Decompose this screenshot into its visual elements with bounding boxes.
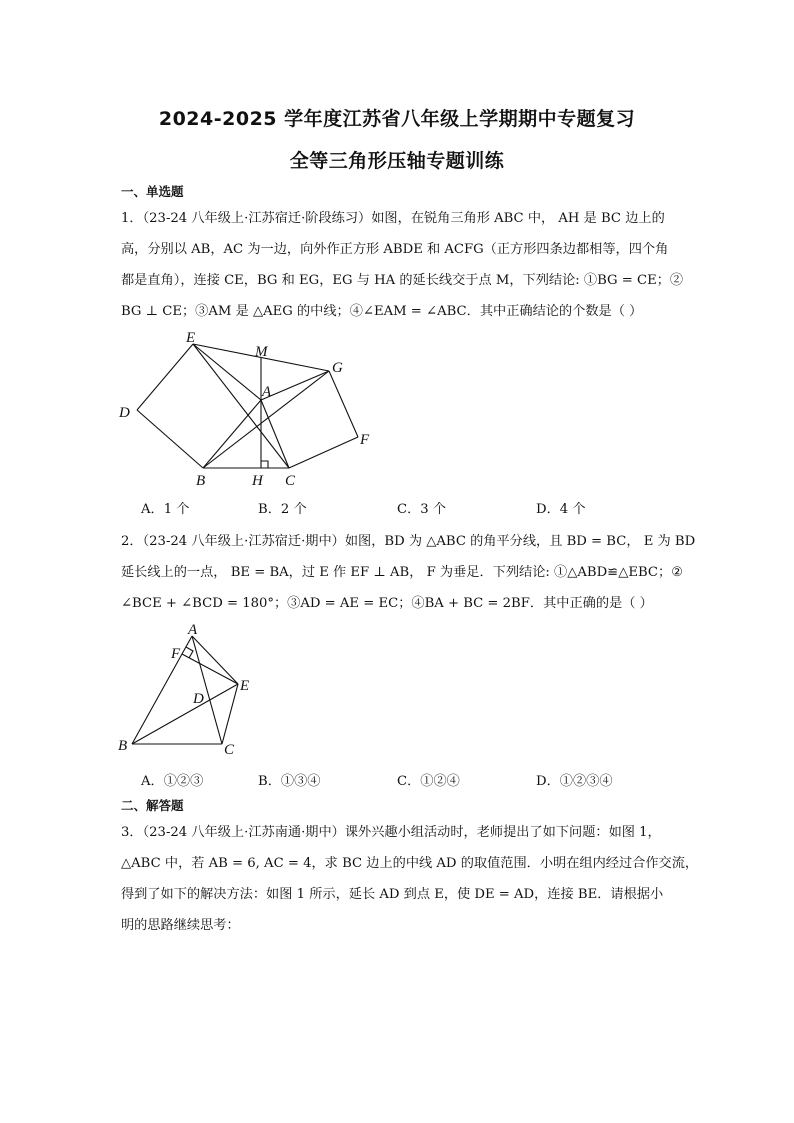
q1-option-a[interactable]: A．1 个 (141, 502, 190, 517)
q1-option-b[interactable]: B．2 个 (258, 502, 307, 517)
label-f: F (360, 432, 370, 448)
label-b: B (196, 473, 206, 489)
q1-option-c[interactable]: C．3 个 (397, 502, 447, 517)
segment-ac (261, 400, 289, 468)
segment-be (132, 684, 238, 744)
label-d: D (119, 405, 130, 421)
q3-line-3: 得到了如下的解决方法：如图 1 所示，延长 AD 到点 E，使 DE = AD，连接 BE．请根据小 (121, 887, 664, 902)
segment-ea (193, 344, 261, 400)
segment-ab (132, 636, 192, 744)
label-e: E (186, 330, 196, 346)
label-h: H (252, 473, 263, 489)
q2-figure (112, 618, 262, 758)
label-d: D (193, 691, 204, 707)
label-g: G (332, 360, 343, 376)
label-b: B (118, 738, 128, 754)
q1-option-d[interactable]: D．4 个 (536, 502, 586, 517)
label-c: C (224, 742, 235, 758)
document-subtitle: 全等三角形压轴专题训练 (289, 150, 505, 172)
right-angle-mark (261, 461, 268, 468)
q3-line-2: △ABC 中，若 AB = 6, AC = 4，求 BC 边上的中线 AD 的取值范围．小明在组内经过合作交流， (121, 856, 699, 871)
label-f: F (171, 646, 181, 662)
q1-line-2: 高，分别以 AB，AC 为一边，向外作正方形 ABDE 和 ACFG（正方形四条边都相等，四个角 (121, 242, 669, 257)
q2-option-a[interactable]: A．①②③ (141, 774, 204, 789)
document-title: 2024-2025 学年度江苏省八年级上学期期中专题复习 (158, 108, 636, 130)
q2-option-b[interactable]: B．①③④ (258, 774, 321, 789)
segment-ga (261, 371, 329, 400)
q3-line-4: 明的思路继续思考： (121, 918, 240, 933)
segment-fe (182, 654, 238, 684)
segment-ce (222, 684, 238, 744)
section-answer: 二、解答题 (121, 798, 184, 813)
label-c: C (285, 473, 296, 489)
label-a: A (188, 622, 198, 638)
label-e: E (240, 678, 250, 694)
segment-ab (203, 400, 261, 468)
q1-line-1: 1．（23-24 八年级上·江苏宿迁·阶段练习）如图，在锐角三角形 ABC 中， AH 是 BC 边上的 (121, 211, 665, 226)
q1-line-4: BG ⊥ CE；③AM 是 △AEG 的中线；④∠EAM = ∠ABC．其中正确结论的个数是（ ） (121, 304, 643, 319)
label-m: M (255, 344, 268, 360)
segment-de (137, 344, 193, 410)
q2-option-c[interactable]: C．①②④ (397, 774, 460, 789)
segment-cf (289, 437, 358, 468)
segment-ce (193, 344, 289, 468)
q3-line-1: 3．（23-24 八年级上·江苏南通·期中）课外兴趣小组活动时，老师提出了如下问题：如图 1， (121, 825, 661, 840)
q2-line-3: ∠BCE + ∠BCD = 180°；③AD = AE = EC；④BA + BC = 2BF．其中正确的是（ ） (121, 596, 653, 611)
segment-fg (329, 371, 358, 437)
section-single-choice: 一、单选题 (121, 184, 184, 199)
q1-line-3: 都是直角），连接 CE，BG 和 EG，EG 与 HA 的延长线交于点 M，下列结论: ①BG = CE；② (121, 273, 684, 288)
q2-line-1: 2．（23-24 八年级上·江苏宿迁·期中）如图，BD 为 △ABC 的角平分线，且 BD = BC， E 为 BD (121, 534, 696, 549)
q2-option-d[interactable]: D．①②③④ (536, 774, 613, 789)
label-a: A (262, 384, 272, 400)
segment-bd (137, 410, 203, 468)
q1-figure (112, 327, 382, 492)
q2-line-2: 延长线上的一点， BE = BA，过 E 作 EF ⊥ AB， F 为垂足．下列结论: ①△ABD≌△EBC；② (121, 565, 684, 580)
